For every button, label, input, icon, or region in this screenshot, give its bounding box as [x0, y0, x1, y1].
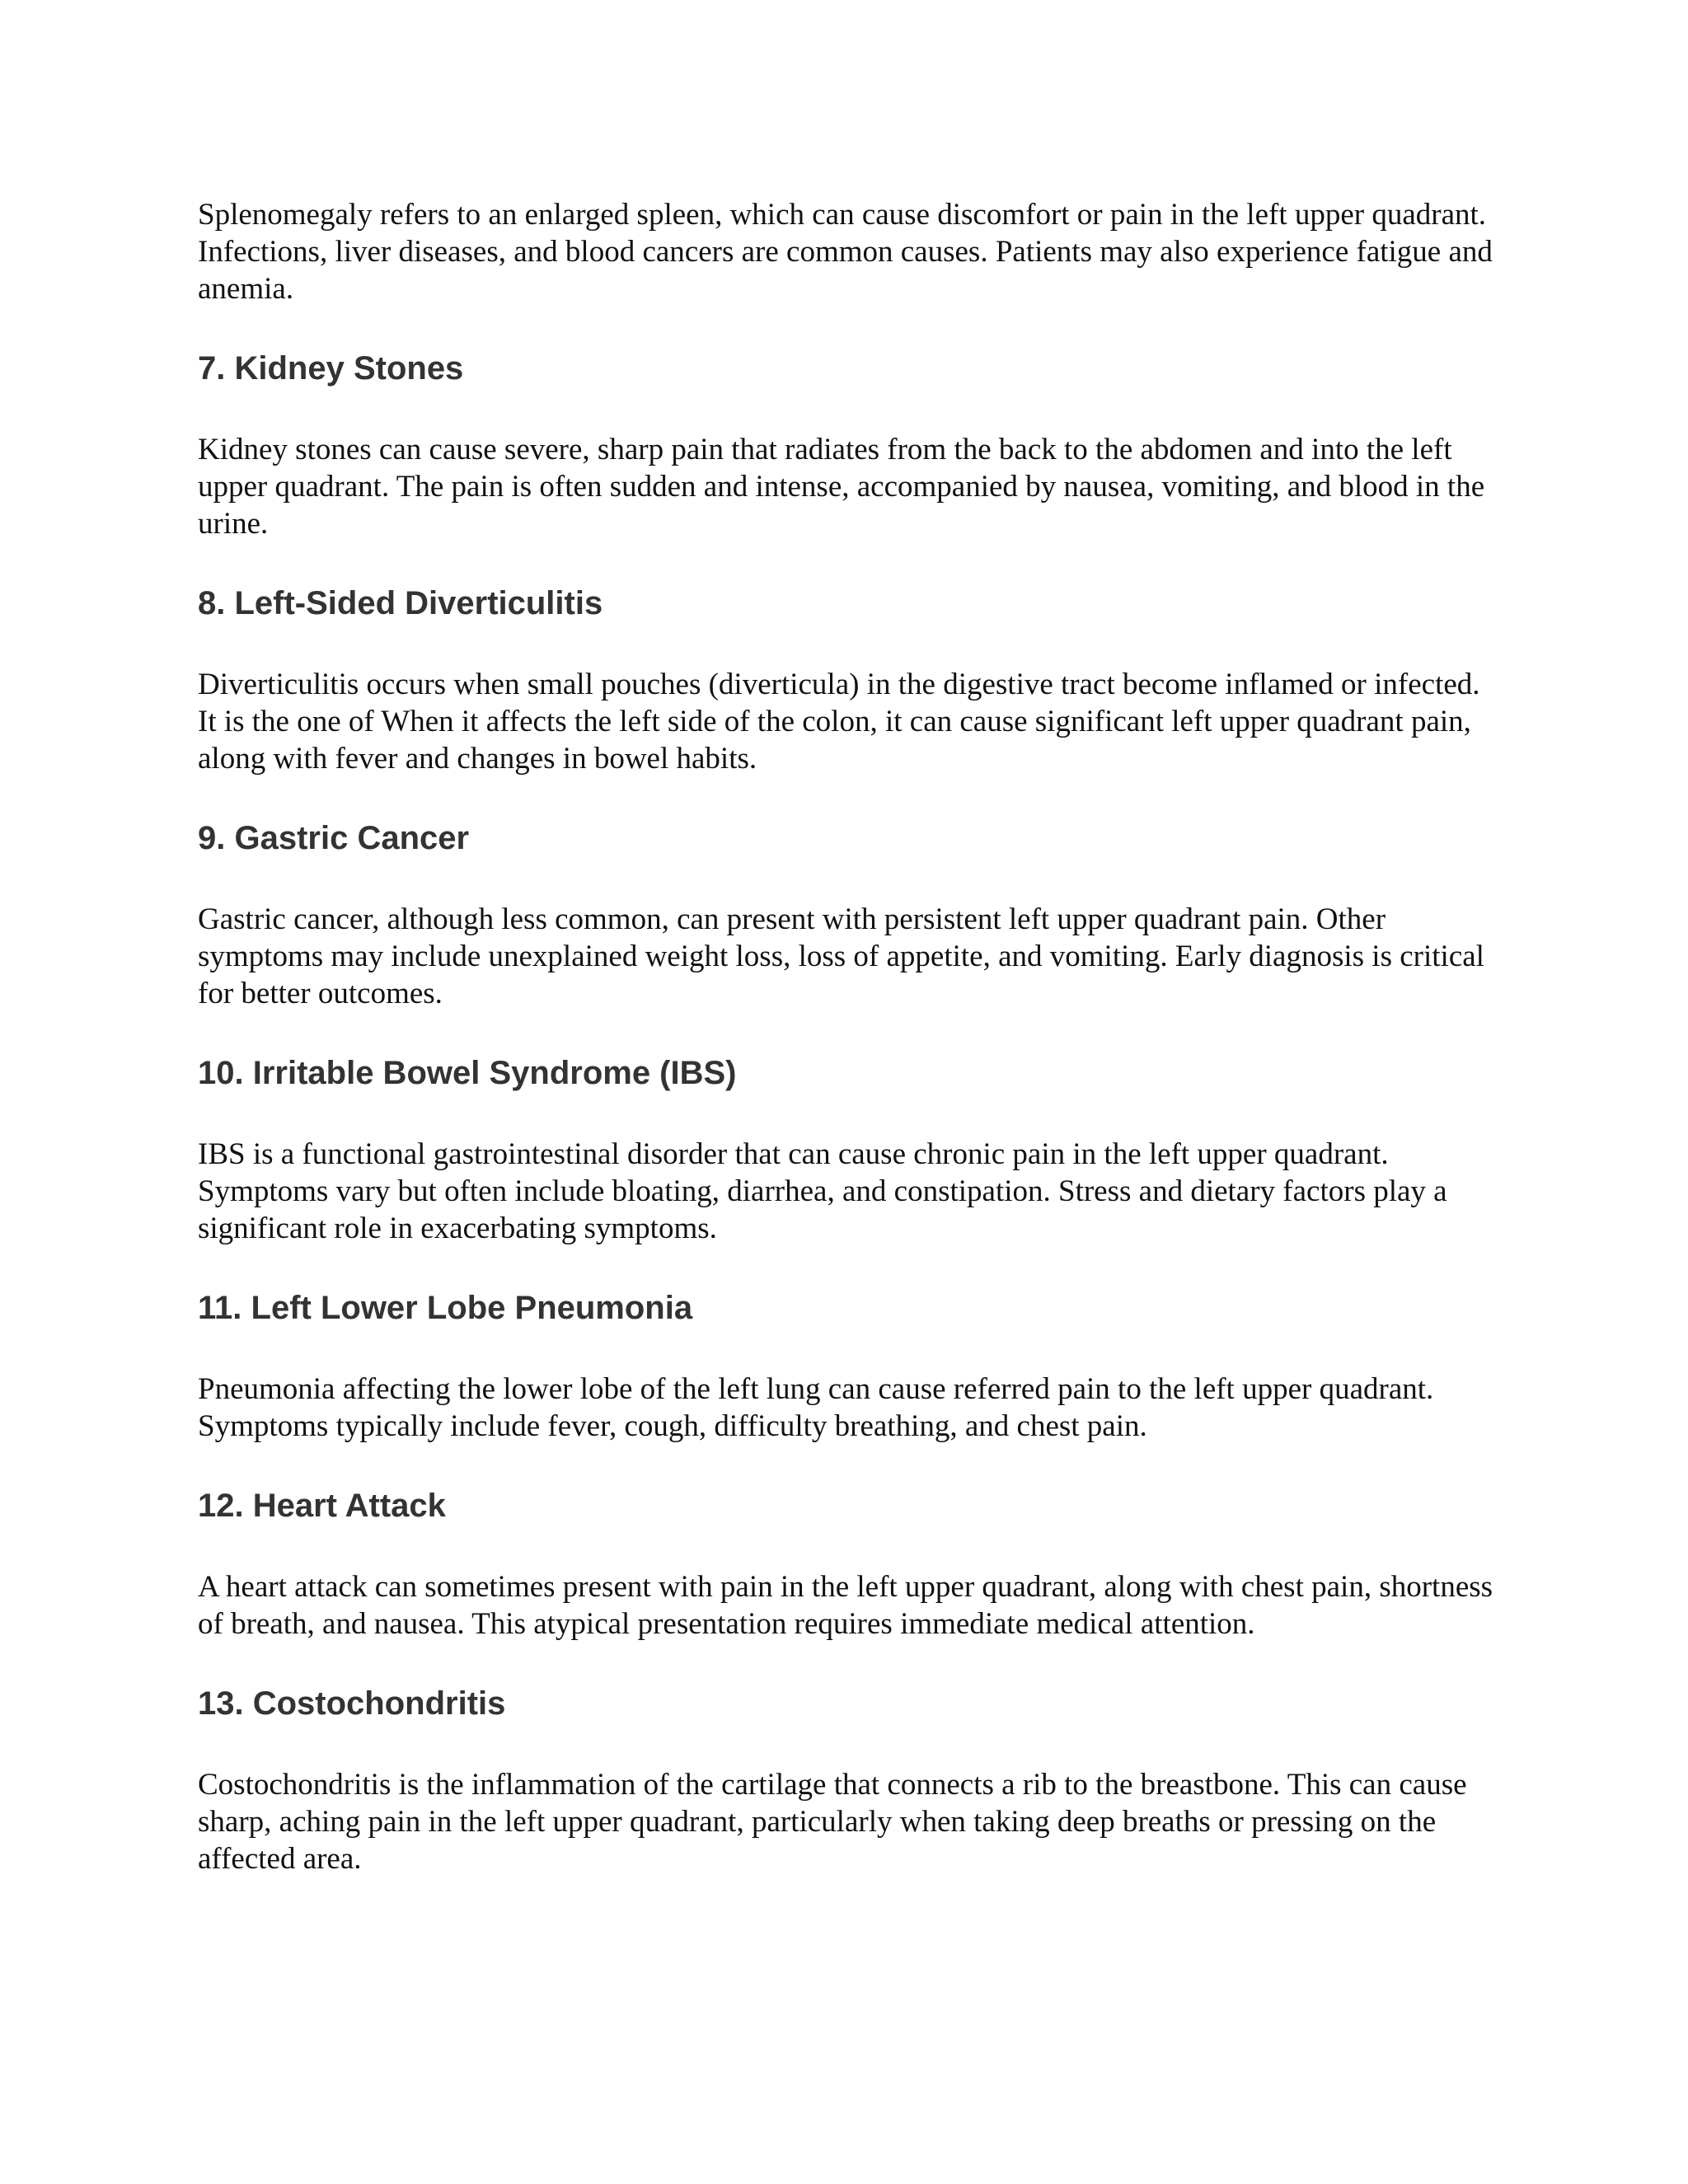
section-heading-ibs: 10. Irritable Bowel Syndrome (IBS)	[198, 1055, 737, 1091]
document-page	[198, 196, 1500, 1877]
section-heading-pneumonia: 11. Left Lower Lobe Pneumonia	[198, 1290, 693, 1326]
section-body-ibs: IBS is a functional gastrointestinal disorder that can cause chronic pain in the left upper quadrant. Symptoms vary but often include bloating, diarrhea, and constipation. Stress and dietary factors play a significant role in exacerbating symptoms.	[198, 1137, 1447, 1245]
section-heading-costochondritis: 13. Costochondritis	[198, 1685, 506, 1722]
section-heading-gastric-cancer: 9. Gastric Cancer	[198, 820, 470, 856]
section-body-diverticulitis: Diverticulitis occurs when small pouches (diverticula) in the digestive tract become inflamed or infected. It is the one of When it affects the left side of the colon, it can cause significant left upper quadrant pain, along with fever and changes in bowel habits.	[198, 668, 1480, 776]
intro-paragraph: Splenomegaly refers to an enlarged spleen, which can cause discomfort or pain in the left upper quadrant. Infections, liver diseases, and blood cancers are common causes. Patients may also experience fatigue and anemia.	[198, 198, 1493, 306]
section-heading-heart-attack: 12. Heart Attack	[198, 1488, 446, 1524]
section-body-costochondritis: Costochondritis is the inflammation of the cartilage that connects a rib to the breastbone. This can cause sharp, aching pain in the left upper quadrant, particularly when taking deep breaths or pressing on the affected area.	[198, 1768, 1467, 1876]
section-body-kidney-stones: Kidney stones can cause severe, sharp pain that radiates from the back to the abdomen and into the left upper quadrant. The pain is often sudden and intense, accompanied by nausea, vomiting, and blood in the urine.	[198, 433, 1485, 541]
section-body-heart-attack: A heart attack can sometimes present with pain in the left upper quadrant, along with chest pain, shortness of breath, and nausea. This atypical presentation requires immediate medical attention.	[198, 1570, 1493, 1641]
section-body-gastric-cancer: Gastric cancer, although less common, can present with persistent left upper quadrant pain. Other symptoms may include unexplained weight loss, loss of appetite, and vomiting. Early diagnosis is critical for better outcomes.	[198, 902, 1484, 1010]
section-heading-kidney-stones: 7. Kidney Stones	[198, 350, 464, 387]
section-body-pneumonia: Pneumonia affecting the lower lobe of the left lung can cause referred pain to the left upper quadrant. Symptoms typically include fever, cough, difficulty breathing, and chest pain.	[198, 1372, 1434, 1443]
section-heading-diverticulitis: 8. Left-Sided Diverticulitis	[198, 585, 603, 621]
